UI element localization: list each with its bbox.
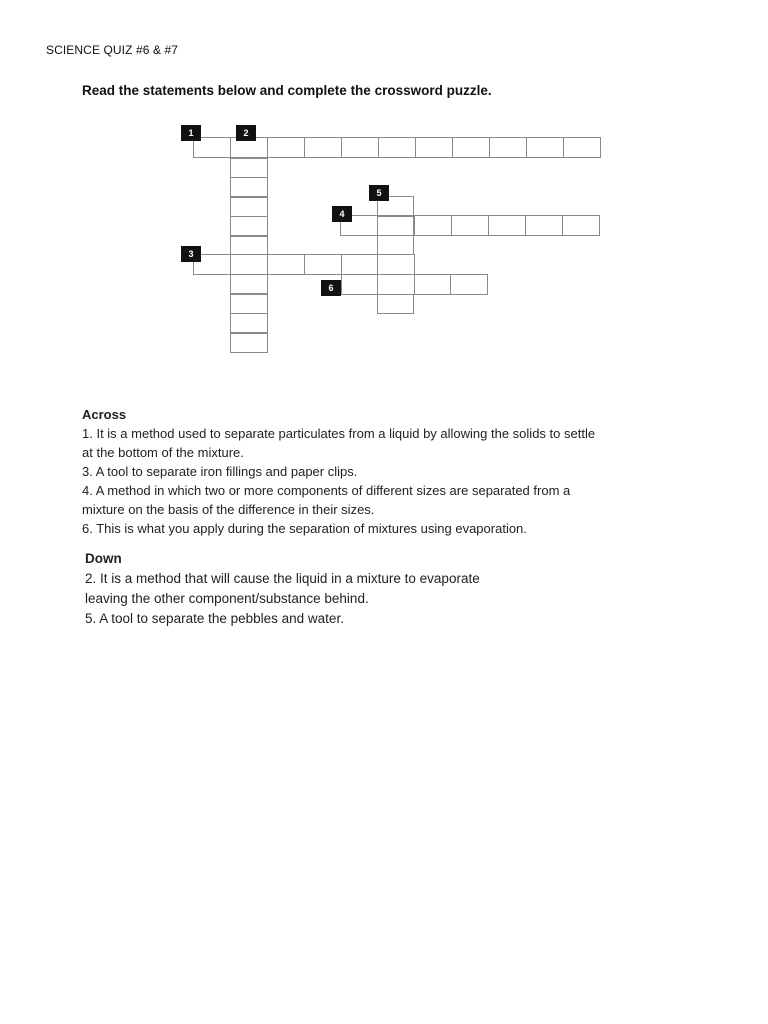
crossword-cell[interactable] (230, 274, 268, 294)
crossword-cell[interactable] (341, 137, 379, 158)
crossword-cell[interactable] (230, 254, 268, 275)
clue-line: 6. This is what you apply during the separation of mixtures using evaporation. (82, 521, 527, 536)
crossword-cell[interactable] (414, 215, 452, 236)
crossword-cell[interactable] (377, 216, 414, 236)
crossword-cell[interactable] (452, 137, 490, 158)
across-heading: Across (82, 407, 127, 422)
crossword-cell[interactable] (415, 137, 453, 158)
down-clues (85, 549, 645, 629)
clue-number-badge: 2 (236, 125, 256, 141)
crossword-cell[interactable] (489, 137, 527, 158)
down-heading: Down (85, 551, 122, 566)
crossword-cell[interactable] (414, 274, 452, 295)
clue-number-badge: 3 (181, 246, 201, 262)
crossword-cell[interactable] (377, 274, 415, 295)
crossword-cell[interactable] (378, 137, 416, 158)
clue-number-badge: 6 (321, 280, 341, 296)
crossword-cell[interactable] (526, 137, 564, 158)
crossword-cell[interactable] (341, 254, 379, 275)
crossword-cell[interactable] (488, 215, 526, 236)
crossword-cell[interactable] (230, 294, 268, 314)
crossword-cell[interactable] (563, 137, 601, 158)
crossword-cell[interactable] (377, 254, 415, 275)
crossword-cell[interactable] (230, 216, 268, 236)
clue-number-badge: 1 (181, 125, 201, 141)
clue-number-badge: 5 (369, 185, 389, 201)
clue-line: 1. It is a method used to separate particulates from a liquid by allowing the solids to settle (82, 426, 596, 441)
clue-line: 5. A tool to separate the pebbles and water. (85, 611, 344, 626)
crossword-cell[interactable] (230, 313, 268, 333)
clue-line: leaving the other component/substance behind. (85, 591, 369, 606)
across-clues (82, 405, 712, 538)
crossword-cell[interactable] (450, 274, 488, 295)
clue-number-badge: 4 (332, 206, 352, 222)
crossword-cell[interactable] (304, 254, 342, 275)
clue-line: at the bottom of the mixture. (82, 445, 244, 460)
crossword-cell[interactable] (267, 137, 305, 158)
clue-line: mixture on the basis of the difference in their sizes. (82, 502, 375, 517)
crossword-cell[interactable] (230, 177, 268, 197)
crossword-cell[interactable] (230, 197, 268, 217)
crossword-cell[interactable] (341, 274, 379, 295)
crossword-cell[interactable] (525, 215, 563, 236)
crossword-cell[interactable] (230, 333, 268, 353)
crossword-cell[interactable] (230, 158, 268, 178)
crossword-cell[interactable] (451, 215, 489, 236)
clue-line: 3. A tool to separate iron fillings and paper clips. (82, 464, 358, 479)
crossword-cell[interactable] (267, 254, 305, 275)
clue-line: 4. A method in which two or more components of different sizes are separated from a (82, 483, 571, 498)
crossword-cell[interactable] (562, 215, 600, 236)
crossword-cell[interactable] (377, 235, 414, 255)
crossword-cell[interactable] (304, 137, 342, 158)
quiz-title: SCIENCE QUIZ #6 & #7 (46, 43, 179, 57)
crossword-cell[interactable] (377, 294, 414, 314)
clue-line: 2. It is a method that will cause the liquid in a mixture to evaporate (85, 571, 480, 586)
instructions: Read the statements below and complete the crossword puzzle. (82, 83, 492, 98)
crossword-cell[interactable] (230, 236, 268, 256)
